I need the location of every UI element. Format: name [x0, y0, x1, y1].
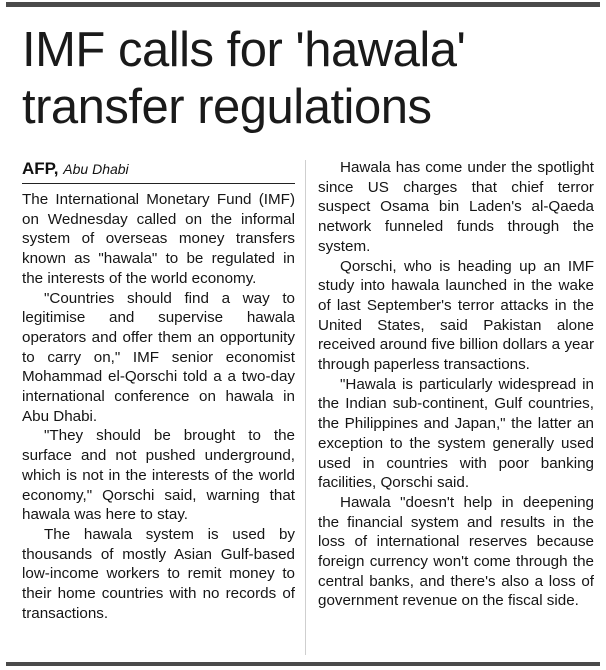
paragraph: Qorschi, who is heading up an IMF study into hawala launched in the wake of last September's terror attacks in the United States, said Pakistan alone received around five billion dollars a year through paperless transactions. [318, 257, 594, 374]
headline-line-2: transfer regulations [22, 80, 432, 134]
paragraph: The International Monetary Fund (IMF) on Wednesday called on the informal system of overseas money transfers known as "hawala" to be regulated in the interests of the world economy. [22, 191, 295, 287]
byline-rule [22, 183, 295, 184]
paragraph: "Countries should find a way to legitimise and supervise hawala operators and offer them an opportunity to carry on," IMF senior economist Mohammad el-Qorschi told a a two-day international conference on hawala in Abu Dhabi. [22, 289, 295, 425]
byline-place: Abu Dhabi [63, 161, 129, 177]
column-divider [305, 160, 306, 655]
bottom-rule [6, 662, 600, 666]
byline-agency: AFP, [22, 159, 59, 178]
paragraph: "They should be brought to the surface and not pushed underground, which is not in the interests of the world economy," Qorschi said, warning that hawala was here to stay. [22, 427, 295, 524]
paragraph: The hawala system is used by thousands of mostly Asian Gulf-based low-income workers to remit money to their home countries with no records of transactions. [22, 525, 295, 622]
article-column-2 [318, 158, 594, 611]
paragraph: Hawala "doesn't help in deepening the financial system and results in the loss of international reserves because foreign currency won't come through the central banks, and there's also a loss of government revenue on the fiscal side. [318, 493, 594, 610]
paragraph: Hawala has come under the spotlight since US charges that chief terror suspect Osama bin Laden's al-Qaeda network funneled funds through the system. [318, 159, 594, 255]
byline [22, 159, 294, 179]
paragraph: "Hawala is particularly widespread in the Indian sub-continent, Gulf countries, the Philippines and Japan," the latter an exception to the system generally used used in countries with poor banking facilities, Qorschi said. [318, 375, 594, 492]
top-rule [6, 2, 600, 7]
headline-line-1: IMF calls for 'hawala' [22, 23, 466, 77]
headline [22, 22, 602, 136]
article-column-1 [22, 190, 295, 623]
